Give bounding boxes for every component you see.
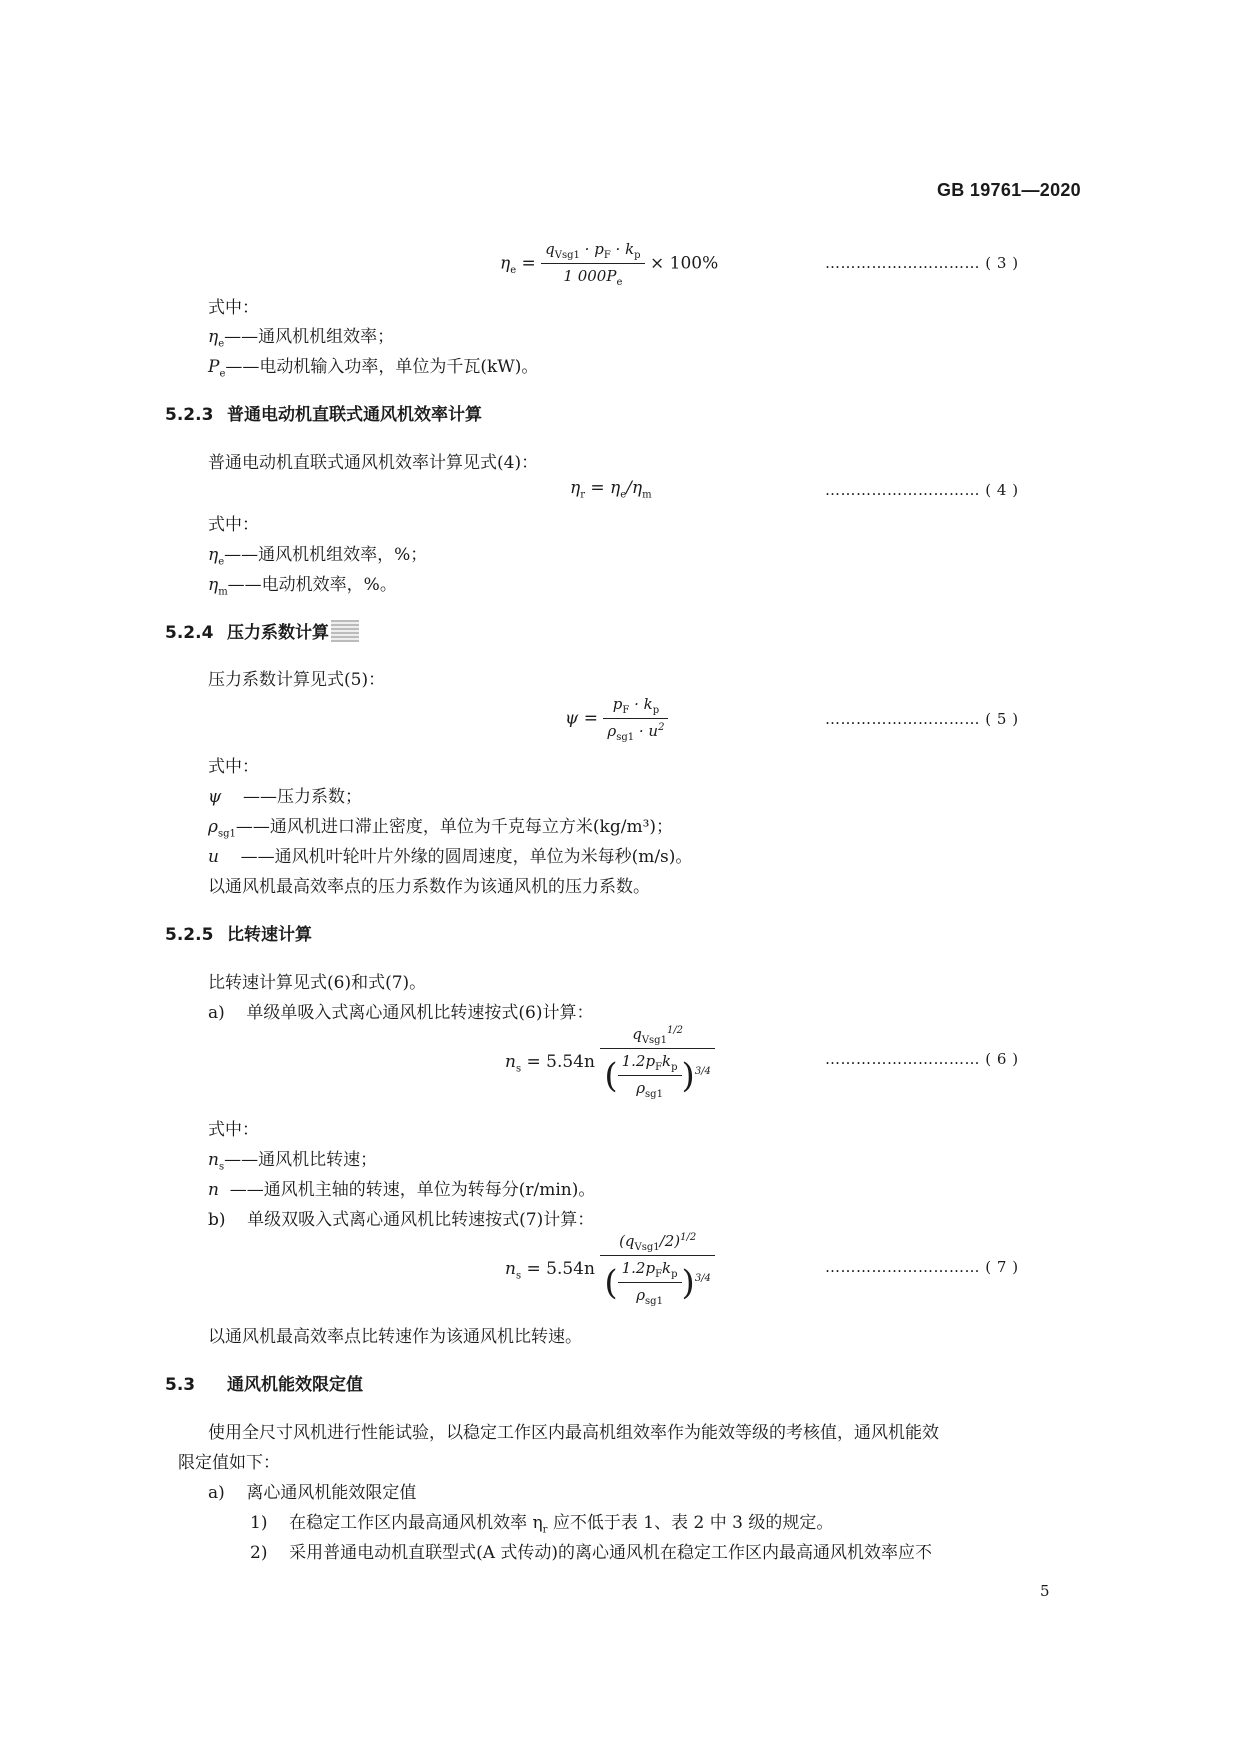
- where-label-3: 式中：: [208, 757, 259, 777]
- page-number: 5: [1040, 1582, 1050, 1600]
- where2-item-1: $\eta_e——$通风机机组效率，%；: [208, 545, 428, 568]
- where4-item-1: $n_s——$通风机比转速；: [208, 1150, 378, 1173]
- where3-item-2: $\rho_{sg1}——$通风机进口滞止密度，单位为千克每立方米(kg/m³)；: [208, 817, 674, 840]
- scan-stamp-icon: [331, 620, 359, 642]
- where3-item-1: ψ ——压力系数；: [208, 787, 362, 807]
- section-5-2-4-intro: 压力系数计算见式(5)：: [208, 670, 386, 690]
- section-5-3-item-a2: 2) 采用普通电动机直联型式(A 式传动)的离心通风机在稳定工作区内最高通风机效率应不: [250, 1543, 933, 1563]
- section-5-3-item-a1: 1) 在稳定工作区内最高通风机效率 $\eta_r$ 应不低于表 1、表 2 中 3 级的规定。: [250, 1513, 834, 1536]
- section-5-3-item-a: a) 离心通风机能效限定值: [208, 1483, 417, 1503]
- equation-6: $n_s = 5.54n$ $q_{Vsg1}^{1/2}$ ( $\frac{1.2p_Fk_p}{\rho_{sg1}}$ )$^{3/4}$: [505, 1025, 715, 1100]
- equation-4-number: ………………………… ( 4 ): [825, 481, 1019, 499]
- equation-7-number: ………………………… ( 7 ): [825, 1258, 1019, 1276]
- equation-5-number: ………………………… ( 5 ): [825, 710, 1019, 728]
- where1-item-2: $P_e——$电动机输入功率，单位为千瓦(kW)。: [208, 357, 539, 380]
- equation-7: $n_s = 5.54n$ $(q_{Vsg1}/2)^{1/2}$ ( $\frac{1.2p_Fk_p}{\rho_{sg1}}$ )$^{3/4}$: [505, 1232, 715, 1307]
- where-label-2: 式中：: [208, 515, 259, 535]
- section-5-2-5-note: 以通风机最高效率点比转速作为该通风机比转速。: [208, 1327, 582, 1347]
- section-5-3-heading: 5.3 通风机能效限定值: [165, 1375, 363, 1395]
- where2-item-2: $\eta_m——$电动机效率，%。: [208, 575, 397, 598]
- equation-5: ψ = $\frac{p_F \cdot k_p}{\rho_{sg1} \cdot u^2}$: [565, 695, 668, 743]
- equation-6-number: ………………………… ( 6 ): [825, 1050, 1019, 1068]
- where-label-1: 式中：: [208, 298, 259, 318]
- where4-item-2: n ——通风机主轴的转速，单位为转每分(r/min)。: [208, 1180, 596, 1200]
- section-5-2-5-item-b: b) 单级双吸入式离心通风机比转速按式(7)计算：: [208, 1210, 595, 1230]
- section-5-2-5-intro: 比转速计算见式(6)和式(7)。: [208, 973, 427, 993]
- where-label-4: 式中：: [208, 1120, 259, 1140]
- section-5-2-4-note: 以通风机最高效率点的压力系数作为该通风机的压力系数。: [208, 877, 650, 897]
- section-5-2-5-heading: 5.2.5 比转速计算: [165, 925, 312, 945]
- section-5-2-4-heading: 5.2.4 压力系数计算: [165, 618, 359, 643]
- where1-item-1: $\eta_e——$通风机机组效率；: [208, 327, 395, 350]
- section-5-3-para-line1: 使用全尺寸风机进行性能试验，以稳定工作区内最高机组效率作为能效等级的考核值，通风机能效: [208, 1423, 939, 1443]
- section-5-2-3-intro: 普通电动机直联式通风机效率计算见式(4)：: [208, 453, 539, 473]
- equation-3-number: ………………………… ( 3 ): [825, 254, 1019, 272]
- section-5-2-3-heading: 5.2.3 普通电动机直联式通风机效率计算: [165, 405, 482, 425]
- where3-item-3: u ——通风机叶轮叶片外缘的圆周速度，单位为米每秒(m/s)。: [208, 847, 693, 867]
- section-5-2-5-item-a: a) 单级单吸入式离心通风机比转速按式(6)计算：: [208, 1003, 594, 1023]
- section-5-3-para-line2: 限定值如下：: [178, 1453, 280, 1473]
- equation-3: $\eta_e$ = $\frac{q_{Vsg1} \cdot p_F \cdot k_p}{1 000P_e}$ × 100%: [500, 240, 719, 288]
- standard-number: GB 19761—2020: [937, 180, 1081, 200]
- equation-4: $\eta_r = \eta_e/\eta_m$: [570, 478, 652, 501]
